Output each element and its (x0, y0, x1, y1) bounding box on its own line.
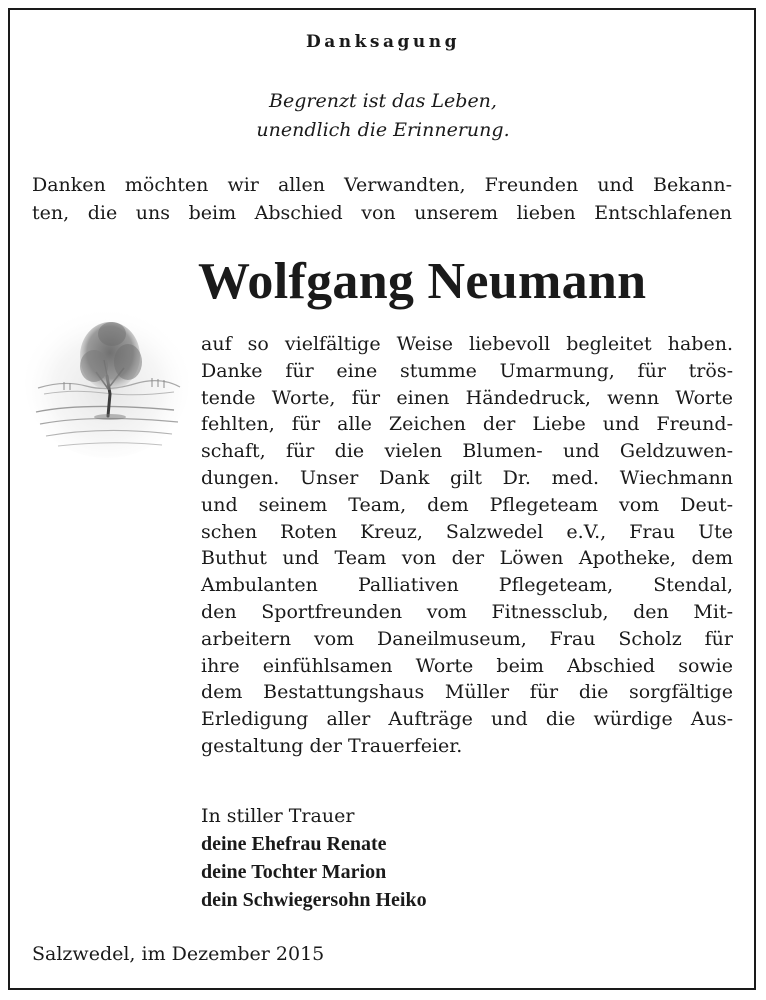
intro-text (32, 171, 732, 227)
signoff (201, 802, 427, 914)
notice-heading: Danksagung (306, 32, 460, 52)
body-line: dungen. Unser Dank gilt Dr. med. Wiechmann (201, 466, 733, 489)
body-line: arbeitern vom Daneilmuseum, Frau Scholz für (201, 627, 733, 650)
body-line: tende Worte, für einen Händedruck, wenn Worte (201, 386, 733, 409)
place-and-date: Salzwedel, im Dezember 2015 (32, 943, 325, 965)
intro-line: ten, die uns beim Abschied von unserem lieben Entschlafenen (32, 202, 732, 224)
body-line: fehlten, für alle Zeichen der Liebe und Freund- (201, 413, 733, 436)
body-line: Buthut und Team von der Löwen Apotheke, dem (201, 547, 733, 570)
body-line: dem Bestattungshaus Müller für die sorgfältige (201, 681, 733, 704)
body-line: gestaltung der Trauerfeier. (201, 734, 463, 757)
tree-landscape-sketch-icon (24, 290, 190, 460)
motto-line: unendlich die Erinnerung. (256, 119, 510, 141)
body-text (201, 331, 733, 760)
intro-line: Danken möchten wir allen Verwandten, Freunden und Bekann- (32, 174, 732, 196)
body-line: den Sportfreunden vom Fitnessclub, den Mit- (201, 600, 733, 623)
signoff-intro: In stiller Trauer (201, 805, 355, 827)
body-line: schaft, für die vielen Blumen- und Geldzuwen- (201, 440, 733, 463)
deceased-name: Wolfgang Neumann (198, 253, 647, 310)
body-line: ihre einfühlsamen Worte beim Abschied sowie (201, 654, 733, 677)
body-line: schen Roten Kreuz, Salzwedel e.V., Frau Ute (201, 520, 733, 543)
mourner-name: deine Tochter Marion (201, 861, 387, 883)
motto (0, 87, 766, 145)
body-line: auf so vielfältige Weise liebevoll begleitet haben. (201, 333, 733, 355)
body-line: Erledigung aller Aufträge und die würdige Aus- (201, 708, 733, 731)
body-line: und seinem Team, dem Pflegeteam vom Deut- (201, 493, 733, 516)
motto-line: Begrenzt ist das Leben, (269, 90, 497, 112)
mourner-name: dein Schwiegersohn Heiko (201, 889, 427, 911)
mourner-name: deine Ehefrau Renate (201, 833, 387, 855)
body-line: Ambulanten Palliativen Pflegeteam, Stendal, (201, 574, 733, 597)
body-line: Danke für eine stumme Umarmung, für trös- (201, 359, 733, 382)
